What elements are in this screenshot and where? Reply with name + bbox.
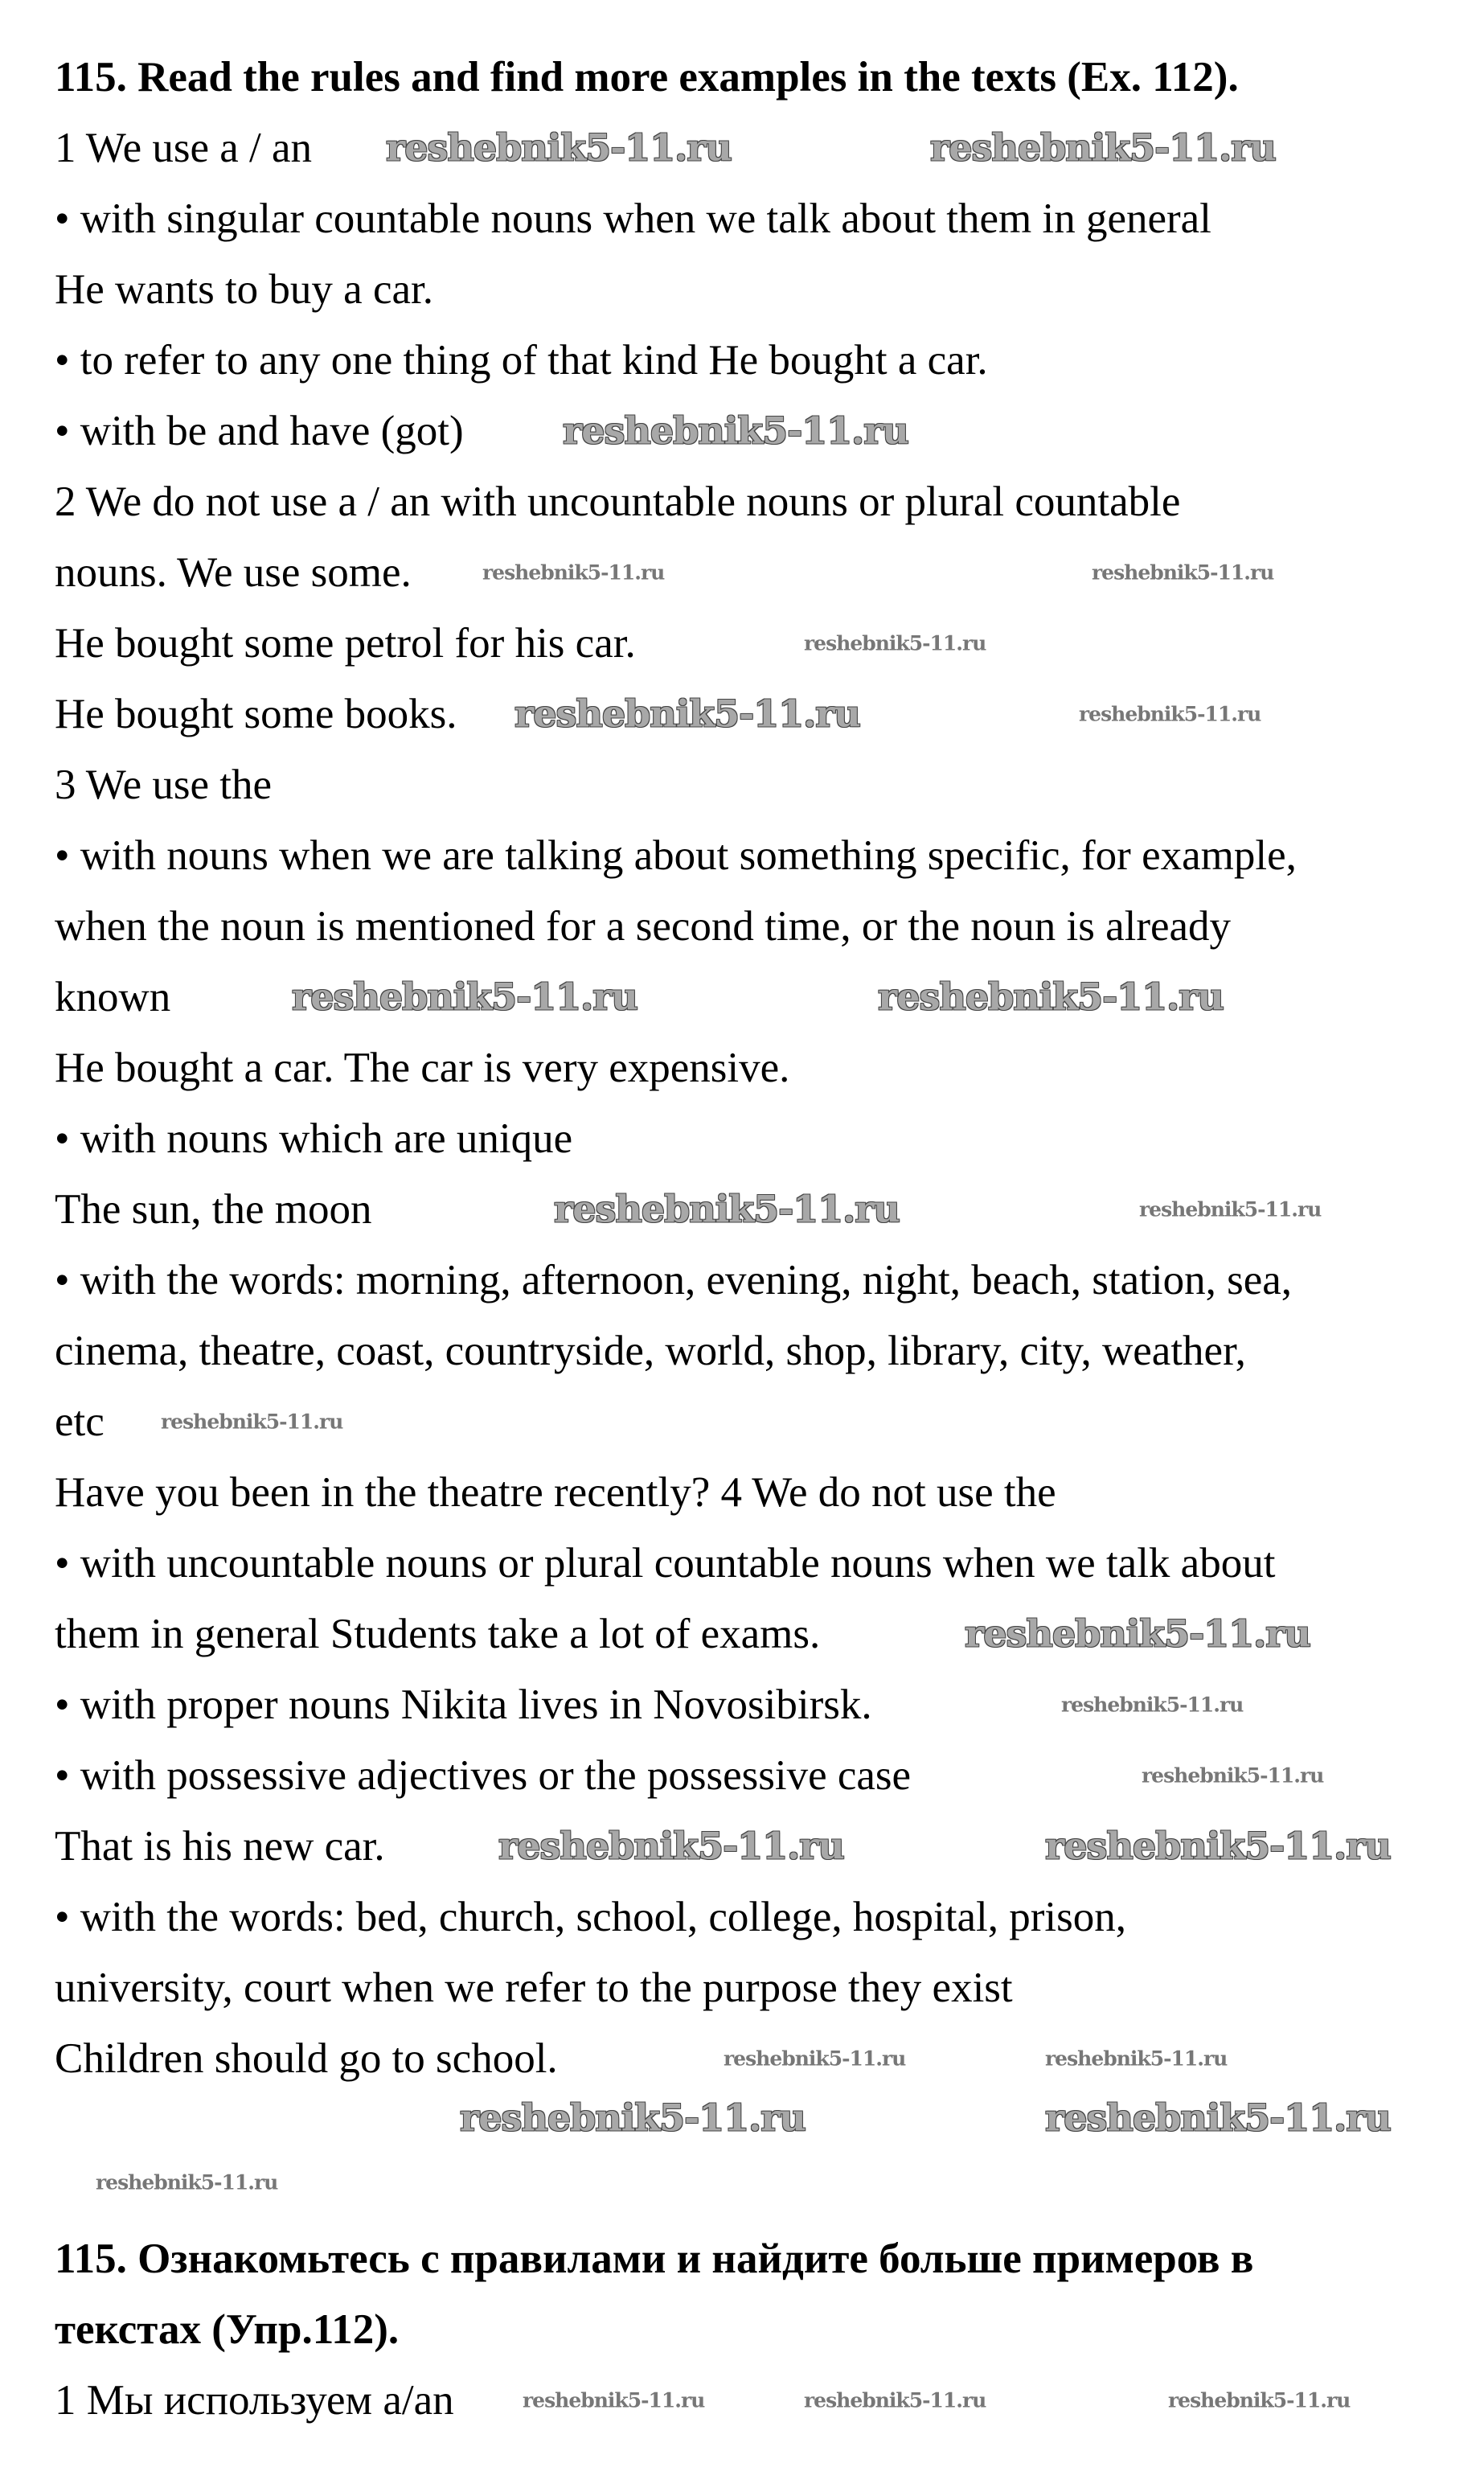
text-line: He bought some petrol for his car. <box>55 620 636 667</box>
watermark-logo: reshebnik5-11.ru <box>1045 1824 1391 1868</box>
text-line: Have you been in the theatre recently? 4 We do not use the <box>55 1469 1056 1516</box>
watermark-logo: reshebnik5-11.ru <box>1061 1693 1244 1717</box>
text-line-ru: 1 Мы используем a/an <box>55 2377 454 2424</box>
text-line: • with nouns which are unique <box>55 1115 573 1162</box>
watermark-logo: reshebnik5-11.ru <box>878 975 1224 1019</box>
watermark-logo: reshebnik5-11.ru <box>1139 1197 1322 1221</box>
text-line: nouns. We use some. <box>55 549 412 596</box>
text-line: 2 We do not use a / an with uncountable nouns or plural countable <box>55 478 1181 525</box>
text-line: He bought a car. The car is very expensive. <box>55 1045 790 1091</box>
text-line: • with the words: bed, church, school, college, hospital, prison, <box>55 1894 1126 1940</box>
exercise-heading-ru-line1: 115. Ознакомьтесь с правилами и найдите больше примеров в <box>55 2235 1254 2282</box>
text-line: cinema, theatre, coast, countryside, world, shop, library, city, weather, <box>55 1328 1246 1374</box>
watermark-logo: reshebnik5-11.ru <box>498 1824 844 1868</box>
watermark-logo: reshebnik5-11.ru <box>1142 1763 1324 1788</box>
text-line: • with be and have (got) <box>55 408 464 454</box>
text-line: known <box>55 974 171 1020</box>
text-line: The sun, the moon <box>55 1186 372 1233</box>
text-line: when the noun is mentioned for a second time, or the noun is already <box>55 903 1232 950</box>
text-line: • with the words: morning, afternoon, evening, night, beach, station, sea, <box>55 1257 1293 1303</box>
watermark-logo: reshebnik5-11.ru <box>514 692 860 736</box>
watermark-logo: reshebnik5-11.ru <box>96 2170 278 2194</box>
watermark-logo: reshebnik5-11.ru <box>523 2388 705 2412</box>
text-line: university, court when we refer to the purpose they exist <box>55 1964 1013 2011</box>
watermark-logo: reshebnik5-11.ru <box>482 560 665 585</box>
text-line: 3 We use the <box>55 762 272 808</box>
watermark-logo: reshebnik5-11.ru <box>1045 2047 1228 2071</box>
watermark-logo: reshebnik5-11.ru <box>1045 2096 1391 2140</box>
exercise-heading-ru-line2: текстах (Упр.112). <box>55 2306 400 2353</box>
watermark-logo: reshebnik5-11.ru <box>804 631 986 655</box>
text-line: That is his new car. <box>55 1823 385 1870</box>
text-line: • to refer to any one thing of that kind He bought a car. <box>55 337 988 384</box>
watermark-logo: reshebnik5-11.ru <box>1092 560 1274 585</box>
watermark-logo: reshebnik5-11.ru <box>1168 2388 1351 2412</box>
watermark-logo: reshebnik5-11.ru <box>292 975 637 1019</box>
watermark-logo: reshebnik5-11.ru <box>930 125 1276 170</box>
watermark-logo: reshebnik5-11.ru <box>554 1187 900 1231</box>
watermark-logo: reshebnik5-11.ru <box>804 2388 986 2412</box>
text-line: etc <box>55 1398 105 1445</box>
watermark-logo: reshebnik5-11.ru <box>724 2047 906 2071</box>
exercise-heading-en: 115. Read the rules and find more examples in the texts (Ex. 112). <box>55 54 1239 101</box>
watermark-logo: reshebnik5-11.ru <box>563 408 908 453</box>
watermark-logo: reshebnik5-11.ru <box>965 1611 1310 1656</box>
text-line: • with proper nouns Nikita lives in Novosibirsk. <box>55 1681 872 1728</box>
text-line: 1 We use a / an <box>55 125 313 171</box>
text-line: them in general Students take a lot of exams. <box>55 1611 821 1657</box>
text-line: He bought some books. <box>55 691 457 737</box>
text-line: Children should go to school. <box>55 2035 558 2082</box>
watermark-logo: reshebnik5-11.ru <box>386 125 732 170</box>
text-line: He wants to buy a car. <box>55 266 433 313</box>
text-line: • with uncountable nouns or plural countable nouns when we talk about <box>55 1540 1276 1587</box>
text-line: • with nouns when we are talking about something specific, for example, <box>55 832 1297 879</box>
text-line: • with singular countable nouns when we talk about them in general <box>55 195 1211 242</box>
watermark-logo: reshebnik5-11.ru <box>1079 702 1261 726</box>
watermark-logo: reshebnik5-11.ru <box>161 1410 343 1434</box>
text-line: • with possessive adjectives or the possessive case <box>55 1752 912 1799</box>
watermark-logo: reshebnik5-11.ru <box>460 2096 806 2140</box>
